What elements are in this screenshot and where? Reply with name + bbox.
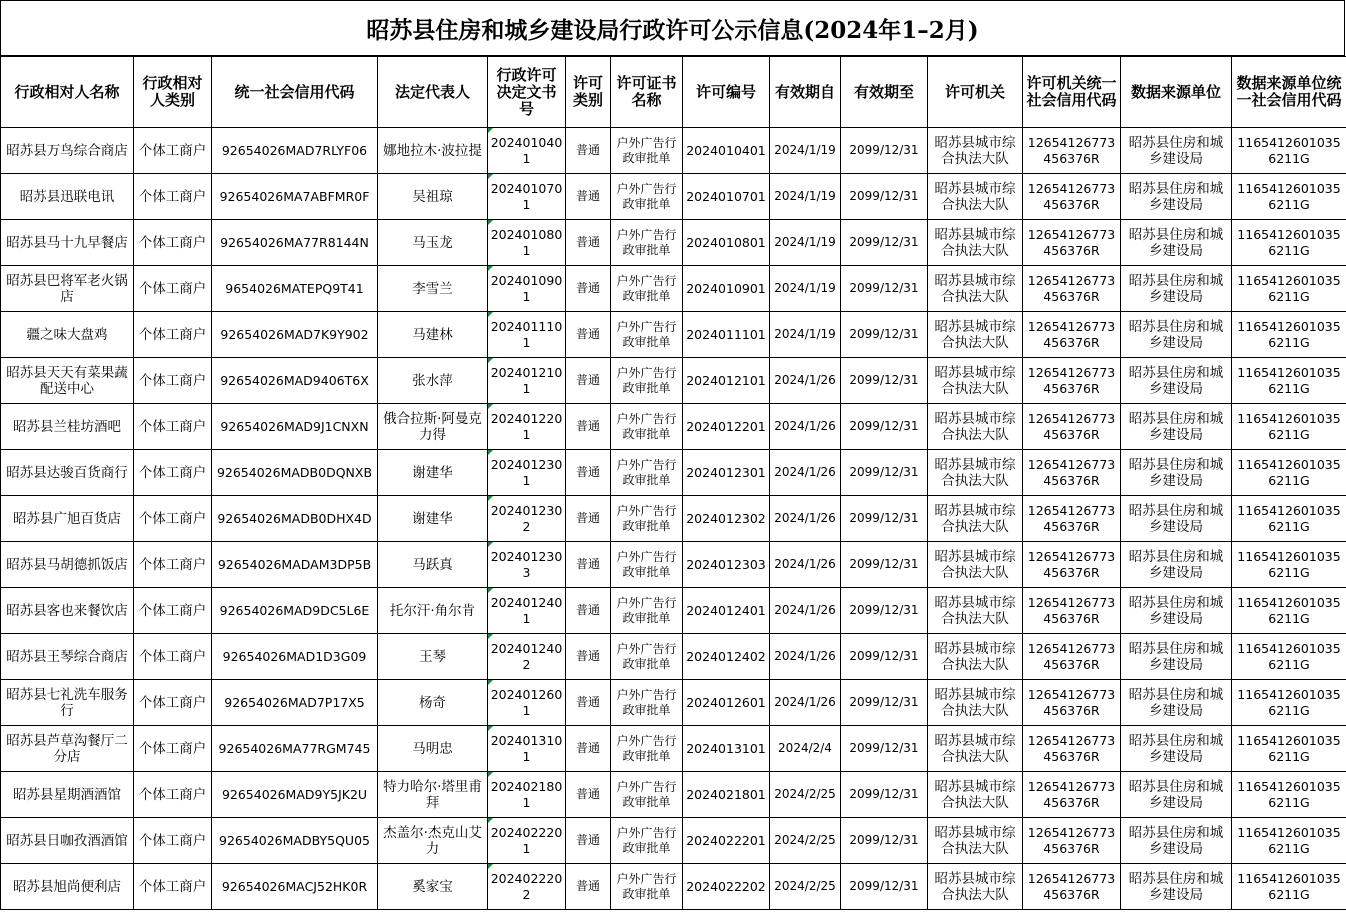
cell-permit-no: 2024012302 — [683, 496, 770, 542]
cell-authority: 昭苏县城市综合执法大队 — [928, 220, 1023, 266]
cell-type: 个体工商户 — [134, 772, 212, 818]
cell-permit-no: 2024012402 — [683, 634, 770, 680]
col-header-valid-from: 有效期自 — [770, 57, 841, 128]
cell-source-code: 11654126010356211G — [1232, 266, 1346, 312]
cell-source-code: 11654126010356211G — [1232, 542, 1346, 588]
cell-type: 个体工商户 — [134, 680, 212, 726]
cell-source-code: 11654126010356211G — [1232, 404, 1346, 450]
cell-valid-from: 2024/1/26 — [770, 680, 841, 726]
cell-category: 普通 — [566, 542, 611, 588]
cell-valid-to: 2099/12/31 — [841, 174, 928, 220]
header-row — [1, 57, 1346, 128]
table-row — [1, 174, 1346, 220]
cell-permit-no: 2024013101 — [683, 726, 770, 772]
cell-valid-from: 2024/1/26 — [770, 450, 841, 496]
cell-decision-no: 2024012201 — [488, 404, 566, 450]
cell-credit-code: 92654026MAD9DC5L6E — [212, 588, 378, 634]
cell-authority: 昭苏县城市综合执法大队 — [928, 542, 1023, 588]
cell-valid-from: 2024/1/26 — [770, 588, 841, 634]
cell-legal-rep: 张水萍 — [378, 358, 488, 404]
cell-authority-code: 12654126773456376R — [1023, 174, 1121, 220]
cell-valid-from: 2024/1/26 — [770, 496, 841, 542]
cell-decision-no: 2024012601 — [488, 680, 566, 726]
cell-name: 昭苏县七礼洗车服务行 — [1, 680, 134, 726]
cell-permit-no: 2024012303 — [683, 542, 770, 588]
cell-decision-no: 2024013101 — [488, 726, 566, 772]
cell-permit-no: 2024022201 — [683, 818, 770, 864]
cell-authority: 昭苏县城市综合执法大队 — [928, 358, 1023, 404]
cell-authority-code: 12654126773456376R — [1023, 358, 1121, 404]
cell-legal-rep: 托尔汗·角尔肯 — [378, 588, 488, 634]
page-title: 昭苏县住房和城乡建设局行政许可公示信息(2024年1–2月) — [0, 0, 1345, 56]
cell-credit-code: 92654026MAD7P17X5 — [212, 680, 378, 726]
cell-legal-rep: 谢建华 — [378, 450, 488, 496]
cell-type: 个体工商户 — [134, 726, 212, 772]
cell-decision-no: 2024012301 — [488, 450, 566, 496]
cell-credit-code: 92654026MA77RGM745 — [212, 726, 378, 772]
cell-source-code: 11654126010356211G — [1232, 772, 1346, 818]
cell-legal-rep: 俄合拉斯·阿曼克力得 — [378, 404, 488, 450]
cell-type: 个体工商户 — [134, 496, 212, 542]
cell-authority: 昭苏县城市综合执法大队 — [928, 266, 1023, 312]
cell-decision-no: 2024010401 — [488, 128, 566, 174]
cell-authority: 昭苏县城市综合执法大队 — [928, 818, 1023, 864]
table-body — [1, 128, 1346, 910]
cell-source-code: 11654126010356211G — [1232, 588, 1346, 634]
cell-authority-code: 12654126773456376R — [1023, 404, 1121, 450]
cell-cert-name: 户外广告行政审批单 — [611, 818, 683, 864]
cell-credit-code: 92654026MADBY5QU05 — [212, 818, 378, 864]
cell-valid-to: 2099/12/31 — [841, 450, 928, 496]
cell-valid-to: 2099/12/31 — [841, 726, 928, 772]
cell-valid-from: 2024/2/4 — [770, 726, 841, 772]
cell-cert-name: 户外广告行政审批单 — [611, 128, 683, 174]
cell-credit-code: 92654026MAD9406T6X — [212, 358, 378, 404]
cell-name: 昭苏县王琴综合商店 — [1, 634, 134, 680]
col-header-authority: 许可机关 — [928, 57, 1023, 128]
cell-decision-no: 2024012401 — [488, 588, 566, 634]
cell-authority-code: 12654126773456376R — [1023, 634, 1121, 680]
table-row — [1, 404, 1346, 450]
cell-type: 个体工商户 — [134, 266, 212, 312]
cell-decision-no: 2024012303 — [488, 542, 566, 588]
cell-cert-name: 户外广告行政审批单 — [611, 864, 683, 910]
col-header-cert-name: 许可证书名称 — [611, 57, 683, 128]
cell-permit-no: 2024010401 — [683, 128, 770, 174]
cell-cert-name: 户外广告行政审批单 — [611, 174, 683, 220]
cell-credit-code: 92654026MAD7K9Y902 — [212, 312, 378, 358]
col-header-type: 行政相对人类别 — [134, 57, 212, 128]
cell-source: 昭苏县住房和城乡建设局 — [1121, 496, 1232, 542]
table-row — [1, 220, 1346, 266]
cell-name: 昭苏县广旭百货店 — [1, 496, 134, 542]
cell-cert-name: 户外广告行政审批单 — [611, 266, 683, 312]
cell-legal-rep: 李雪兰 — [378, 266, 488, 312]
cell-permit-no: 2024011101 — [683, 312, 770, 358]
col-header-category: 许可类别 — [566, 57, 611, 128]
cell-legal-rep: 奚家宝 — [378, 864, 488, 910]
cell-authority-code: 12654126773456376R — [1023, 864, 1121, 910]
col-header-source-code: 数据来源单位统一社会信用代码 — [1232, 57, 1346, 128]
cell-cert-name: 户外广告行政审批单 — [611, 450, 683, 496]
cell-valid-from: 2024/1/19 — [770, 312, 841, 358]
table-row — [1, 772, 1346, 818]
cell-source: 昭苏县住房和城乡建设局 — [1121, 174, 1232, 220]
cell-credit-code: 92654026MADAM3DP5B — [212, 542, 378, 588]
cell-permit-no: 2024012401 — [683, 588, 770, 634]
cell-authority: 昭苏县城市综合执法大队 — [928, 404, 1023, 450]
cell-source-code: 11654126010356211G — [1232, 220, 1346, 266]
cell-type: 个体工商户 — [134, 542, 212, 588]
cell-source-code: 11654126010356211G — [1232, 450, 1346, 496]
cell-valid-from: 2024/1/19 — [770, 266, 841, 312]
cell-name: 昭苏县客也来餐饮店 — [1, 588, 134, 634]
cell-type: 个体工商户 — [134, 818, 212, 864]
cell-cert-name: 户外广告行政审批单 — [611, 220, 683, 266]
col-header-credit-code: 统一社会信用代码 — [212, 57, 378, 128]
cell-valid-to: 2099/12/31 — [841, 680, 928, 726]
cell-authority-code: 12654126773456376R — [1023, 588, 1121, 634]
cell-authority: 昭苏县城市综合执法大队 — [928, 634, 1023, 680]
cell-type: 个体工商户 — [134, 634, 212, 680]
cell-source: 昭苏县住房和城乡建设局 — [1121, 726, 1232, 772]
col-header-legal-rep: 法定代表人 — [378, 57, 488, 128]
cell-category: 普通 — [566, 358, 611, 404]
col-header-valid-to: 有效期至 — [841, 57, 928, 128]
cell-type: 个体工商户 — [134, 358, 212, 404]
cell-legal-rep: 特力哈尔·塔里甫拜 — [378, 772, 488, 818]
cell-valid-to: 2099/12/31 — [841, 358, 928, 404]
cell-type: 个体工商户 — [134, 174, 212, 220]
cell-permit-no: 2024021801 — [683, 772, 770, 818]
cell-type: 个体工商户 — [134, 450, 212, 496]
cell-source: 昭苏县住房和城乡建设局 — [1121, 864, 1232, 910]
cell-authority: 昭苏县城市综合执法大队 — [928, 312, 1023, 358]
cell-credit-code: 92654026MACJ52HK0R — [212, 864, 378, 910]
cell-legal-rep: 杨奇 — [378, 680, 488, 726]
cell-category: 普通 — [566, 128, 611, 174]
col-header-decision-no: 行政许可决定文书号 — [488, 57, 566, 128]
cell-permit-no: 2024012201 — [683, 404, 770, 450]
cell-type: 个体工商户 — [134, 404, 212, 450]
cell-permit-no: 2024012601 — [683, 680, 770, 726]
cell-authority: 昭苏县城市综合执法大队 — [928, 864, 1023, 910]
cell-source-code: 11654126010356211G — [1232, 864, 1346, 910]
cell-source: 昭苏县住房和城乡建设局 — [1121, 358, 1232, 404]
table-row — [1, 542, 1346, 588]
cell-source: 昭苏县住房和城乡建设局 — [1121, 312, 1232, 358]
cell-legal-rep: 马玉龙 — [378, 220, 488, 266]
cell-source: 昭苏县住房和城乡建设局 — [1121, 542, 1232, 588]
cell-valid-to: 2099/12/31 — [841, 266, 928, 312]
cell-valid-to: 2099/12/31 — [841, 634, 928, 680]
cell-source: 昭苏县住房和城乡建设局 — [1121, 818, 1232, 864]
cell-category: 普通 — [566, 450, 611, 496]
cell-authority-code: 12654126773456376R — [1023, 680, 1121, 726]
cell-source: 昭苏县住房和城乡建设局 — [1121, 266, 1232, 312]
col-header-authority-code: 许可机关统一社会信用代码 — [1023, 57, 1121, 128]
cell-name: 昭苏县旭尚便利店 — [1, 864, 134, 910]
cell-source-code: 11654126010356211G — [1232, 818, 1346, 864]
cell-permit-no: 2024010801 — [683, 220, 770, 266]
cell-name: 昭苏县芦草沟餐厅二分店 — [1, 726, 134, 772]
cell-type: 个体工商户 — [134, 220, 212, 266]
cell-valid-to: 2099/12/31 — [841, 818, 928, 864]
cell-source: 昭苏县住房和城乡建设局 — [1121, 450, 1232, 496]
cell-category: 普通 — [566, 634, 611, 680]
cell-permit-no: 2024010901 — [683, 266, 770, 312]
table-row — [1, 680, 1346, 726]
cell-decision-no: 2024010801 — [488, 220, 566, 266]
cell-legal-rep: 杰盖尔·杰克山艾力 — [378, 818, 488, 864]
cell-authority-code: 12654126773456376R — [1023, 496, 1121, 542]
cell-credit-code: 92654026MAD7RLYF06 — [212, 128, 378, 174]
cell-authority-code: 12654126773456376R — [1023, 726, 1121, 772]
cell-valid-from: 2024/1/19 — [770, 128, 841, 174]
cell-category: 普通 — [566, 174, 611, 220]
cell-valid-to: 2099/12/31 — [841, 128, 928, 174]
cell-decision-no: 2024012402 — [488, 634, 566, 680]
cell-authority-code: 12654126773456376R — [1023, 128, 1121, 174]
table-row — [1, 450, 1346, 496]
cell-credit-code: 92654026MADB0DHX4D — [212, 496, 378, 542]
cell-cert-name: 户外广告行政审批单 — [611, 312, 683, 358]
cell-valid-to: 2099/12/31 — [841, 404, 928, 450]
cell-valid-to: 2099/12/31 — [841, 588, 928, 634]
cell-source: 昭苏县住房和城乡建设局 — [1121, 128, 1232, 174]
table-row — [1, 588, 1346, 634]
table-row — [1, 128, 1346, 174]
cell-credit-code: 92654026MADB0DQNXB — [212, 450, 378, 496]
cell-authority-code: 12654126773456376R — [1023, 312, 1121, 358]
cell-permit-no: 2024012101 — [683, 358, 770, 404]
cell-authority-code: 12654126773456376R — [1023, 818, 1121, 864]
cell-valid-from: 2024/2/25 — [770, 772, 841, 818]
cell-legal-rep: 吴祖琼 — [378, 174, 488, 220]
cell-cert-name: 户外广告行政审批单 — [611, 404, 683, 450]
cell-cert-name: 户外广告行政审批单 — [611, 358, 683, 404]
cell-authority: 昭苏县城市综合执法大队 — [928, 496, 1023, 542]
cell-category: 普通 — [566, 772, 611, 818]
cell-source: 昭苏县住房和城乡建设局 — [1121, 772, 1232, 818]
cell-source-code: 11654126010356211G — [1232, 358, 1346, 404]
cell-source-code: 11654126010356211G — [1232, 312, 1346, 358]
table-row — [1, 312, 1346, 358]
cell-name: 昭苏县马十九早餐店 — [1, 220, 134, 266]
cell-authority-code: 12654126773456376R — [1023, 450, 1121, 496]
cell-authority: 昭苏县城市综合执法大队 — [928, 680, 1023, 726]
cell-credit-code: 92654026MAD1D3G09 — [212, 634, 378, 680]
cell-legal-rep: 马跃真 — [378, 542, 488, 588]
cell-category: 普通 — [566, 588, 611, 634]
col-header-permit-no: 许可编号 — [683, 57, 770, 128]
cell-valid-from: 2024/2/25 — [770, 864, 841, 910]
cell-name: 昭苏县日咖孜酒酒馆 — [1, 818, 134, 864]
cell-source: 昭苏县住房和城乡建设局 — [1121, 634, 1232, 680]
cell-cert-name: 户外广告行政审批单 — [611, 726, 683, 772]
cell-name: 昭苏县万鸟综合商店 — [1, 128, 134, 174]
cell-credit-code: 9654026MATEPQ9T41 — [212, 266, 378, 312]
cell-authority: 昭苏县城市综合执法大队 — [928, 450, 1023, 496]
table-row — [1, 864, 1346, 910]
cell-category: 普通 — [566, 496, 611, 542]
cell-category: 普通 — [566, 726, 611, 772]
cell-valid-to: 2099/12/31 — [841, 496, 928, 542]
cell-authority: 昭苏县城市综合执法大队 — [928, 128, 1023, 174]
cell-valid-to: 2099/12/31 — [841, 542, 928, 588]
cell-source-code: 11654126010356211G — [1232, 496, 1346, 542]
cell-name: 昭苏县星期酒酒馆 — [1, 772, 134, 818]
permit-table — [0, 56, 1346, 910]
col-header-source: 数据来源单位 — [1121, 57, 1232, 128]
cell-authority-code: 12654126773456376R — [1023, 542, 1121, 588]
cell-source-code: 11654126010356211G — [1232, 634, 1346, 680]
cell-name: 昭苏县兰桂坊酒吧 — [1, 404, 134, 450]
table-row — [1, 818, 1346, 864]
cell-category: 普通 — [566, 312, 611, 358]
col-header-name: 行政相对人名称 — [1, 57, 134, 128]
cell-name: 昭苏县达骏百货商行 — [1, 450, 134, 496]
cell-cert-name: 户外广告行政审批单 — [611, 634, 683, 680]
cell-source: 昭苏县住房和城乡建设局 — [1121, 220, 1232, 266]
cell-authority: 昭苏县城市综合执法大队 — [928, 772, 1023, 818]
cell-type: 个体工商户 — [134, 312, 212, 358]
cell-source-code: 11654126010356211G — [1232, 174, 1346, 220]
cell-legal-rep: 马建林 — [378, 312, 488, 358]
cell-source: 昭苏县住房和城乡建设局 — [1121, 680, 1232, 726]
cell-category: 普通 — [566, 220, 611, 266]
cell-valid-from: 2024/1/26 — [770, 404, 841, 450]
cell-name: 昭苏县天天有菜果蔬配送中心 — [1, 358, 134, 404]
cell-credit-code: 92654026MA77R8144N — [212, 220, 378, 266]
cell-source-code: 11654126010356211G — [1232, 680, 1346, 726]
cell-cert-name: 户外广告行政审批单 — [611, 772, 683, 818]
cell-valid-from: 2024/1/19 — [770, 220, 841, 266]
cell-decision-no: 2024012302 — [488, 496, 566, 542]
cell-valid-to: 2099/12/31 — [841, 772, 928, 818]
table-row — [1, 726, 1346, 772]
cell-valid-from: 2024/1/19 — [770, 174, 841, 220]
cell-decision-no: 2024022202 — [488, 864, 566, 910]
cell-legal-rep: 王琴 — [378, 634, 488, 680]
table-row — [1, 634, 1346, 680]
cell-valid-to: 2099/12/31 — [841, 864, 928, 910]
table-row — [1, 496, 1346, 542]
cell-permit-no: 2024010701 — [683, 174, 770, 220]
cell-authority-code: 12654126773456376R — [1023, 772, 1121, 818]
cell-name: 昭苏县马胡德抓饭店 — [1, 542, 134, 588]
cell-permit-no: 2024012301 — [683, 450, 770, 496]
cell-authority: 昭苏县城市综合执法大队 — [928, 588, 1023, 634]
cell-source: 昭苏县住房和城乡建设局 — [1121, 404, 1232, 450]
cell-decision-no: 2024010701 — [488, 174, 566, 220]
cell-cert-name: 户外广告行政审批单 — [611, 496, 683, 542]
cell-authority: 昭苏县城市综合执法大队 — [928, 174, 1023, 220]
cell-decision-no: 2024011101 — [488, 312, 566, 358]
cell-valid-from: 2024/1/26 — [770, 542, 841, 588]
cell-cert-name: 户外广告行政审批单 — [611, 680, 683, 726]
cell-authority-code: 12654126773456376R — [1023, 220, 1121, 266]
cell-authority-code: 12654126773456376R — [1023, 266, 1121, 312]
cell-type: 个体工商户 — [134, 864, 212, 910]
cell-decision-no: 2024022201 — [488, 818, 566, 864]
cell-legal-rep: 娜地拉木·波拉提 — [378, 128, 488, 174]
table-row — [1, 266, 1346, 312]
cell-valid-to: 2099/12/31 — [841, 312, 928, 358]
cell-category: 普通 — [566, 404, 611, 450]
cell-credit-code: 92654026MAD9Y5JK2U — [212, 772, 378, 818]
cell-cert-name: 户外广告行政审批单 — [611, 542, 683, 588]
cell-decision-no: 2024010901 — [488, 266, 566, 312]
cell-credit-code: 92654026MA7ABFMR0F — [212, 174, 378, 220]
cell-source: 昭苏县住房和城乡建设局 — [1121, 588, 1232, 634]
cell-valid-from: 2024/2/25 — [770, 818, 841, 864]
cell-type: 个体工商户 — [134, 128, 212, 174]
cell-category: 普通 — [566, 864, 611, 910]
cell-legal-rep: 谢建华 — [378, 496, 488, 542]
cell-decision-no: 2024021801 — [488, 772, 566, 818]
cell-category: 普通 — [566, 680, 611, 726]
cell-permit-no: 2024022202 — [683, 864, 770, 910]
cell-name: 昭苏县迅联电讯 — [1, 174, 134, 220]
cell-valid-from: 2024/1/26 — [770, 634, 841, 680]
cell-cert-name: 户外广告行政审批单 — [611, 588, 683, 634]
cell-authority: 昭苏县城市综合执法大队 — [928, 726, 1023, 772]
cell-name: 昭苏县巴将军老火锅店 — [1, 266, 134, 312]
cell-valid-from: 2024/1/26 — [770, 358, 841, 404]
cell-name: 疆之味大盘鸡 — [1, 312, 134, 358]
cell-decision-no: 2024012101 — [488, 358, 566, 404]
cell-category: 普通 — [566, 266, 611, 312]
cell-credit-code: 92654026MAD9J1CNXN — [212, 404, 378, 450]
cell-category: 普通 — [566, 818, 611, 864]
table-row — [1, 358, 1346, 404]
cell-legal-rep: 马明忠 — [378, 726, 488, 772]
cell-source-code: 11654126010356211G — [1232, 128, 1346, 174]
cell-source-code: 11654126010356211G — [1232, 726, 1346, 772]
cell-valid-to: 2099/12/31 — [841, 220, 928, 266]
cell-type: 个体工商户 — [134, 588, 212, 634]
